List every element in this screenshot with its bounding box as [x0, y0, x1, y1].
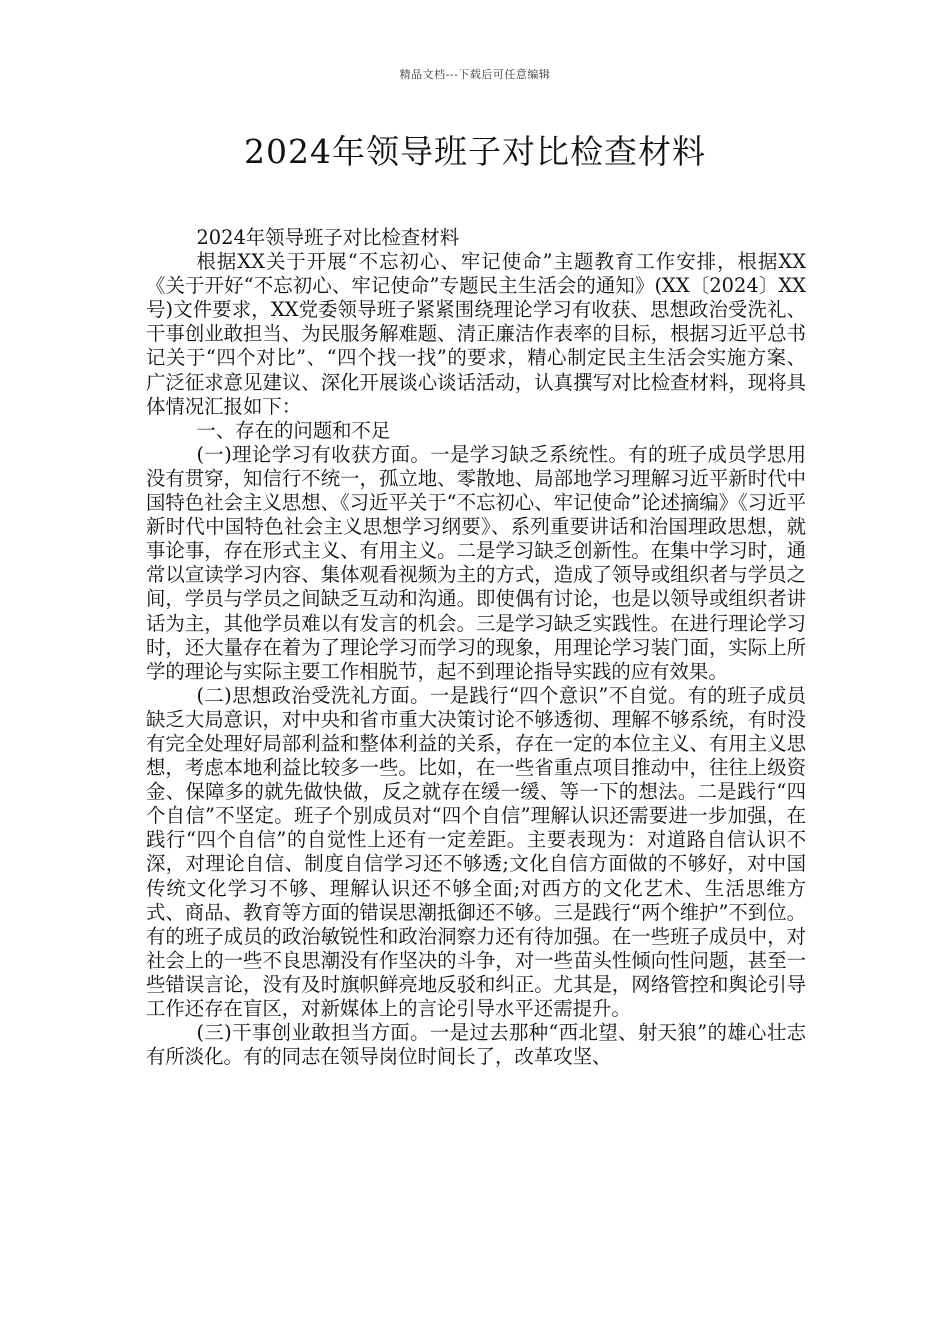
- body-paragraph-intro: 根据XX关于开展“不忘初心、牢记使命”主题教育工作安排，根据XX《关于开好“不忘初心、牢记使命”专题民主生活会的通知》(XX〔2024〕XX号)文件要求，XX党委领导班子紧紧围绕理论学习有收获、思想政治受洗礼、干事创业敢担当、为民服务解难题、清正廉洁作表率的目标，根据习近平总书记关于“四个对比”、“四个找一找”的要求，精心制定民主生活会实施方案、广泛征求意见建议、深化开展谈心谈话活动，认真撰写对比检查材料，现将具体情况汇报如下：: [146, 250, 806, 418]
- document-title: 2024年领导班子对比检查材料: [244, 132, 706, 171]
- body-subtitle: 2024年领导班子对比检查材料: [196, 226, 460, 249]
- body-paragraph-responsibility: (三)干事创业敢担当方面。一是过去那种“西北望、射天狼”的雄心壮志有所淡化。有的同志在领导岗位时间长了，改革攻坚、: [146, 1021, 806, 1069]
- header-note: 精品文档---下载后可任意编辑: [399, 68, 551, 81]
- document-body: [146, 226, 806, 1069]
- body-paragraph-politics: (二)思想政治受洗礼方面。一是践行“四个意识”不自觉。有的班子成员缺乏大局意识，对中央和省市重大决策讨论不够透彻、理解不够系统，有时没有完全处理好局部利益和整体利益的关系，存在一定的本位主义、有用主义思想，考虑本地利益比较多一些。比如，在一些省重点项目推动中，往往上级资金、保障多的就先做快做，反之就存在缓一缓、等一下的想法。二是践行“四个自信”不坚定。班子个别成员对“四个自信”理解认识还需要进一步加强，在践行“四个自信”的自觉性上还有一定差距。主要表现为：对道路自信认识不深，对理论自信、制度自信学习还不够透;文化自信方面做的不够好，对中国传统文化学习不够、理解认识还不够全面;对西方的文化艺术、生活思维方式、商品、教育等方面的错误思潮抵御还不够。三是践行“两个维护”不到位。有的班子成员的政治敏锐性和政治洞察力还有待加强。在一些班子成员中，对社会上的一些不良思潮没有作坚决的斗争，对一些苗头性倾向性问题，甚至一些错误言论，没有及时旗帜鲜亮地反驳和纠正。尤其是，网络管控和舆论引导工作还存在盲区，对新媒体上的言论引导水平还需提升。: [146, 683, 806, 1020]
- body-paragraph-theory: (一)理论学习有收获方面。一是学习缺乏系统性。有的班子成员学思用没有贯穿，知信行不统一，孤立地、零散地、局部地学习理解习近平新时代中国特色社会主义思想、《习近平关于“不忘初心、牢记使命”论述摘编》《习近平新时代中国特色社会主义思想学习纲要》、系列重要讲话和治国理政思想，就事论事，存在形式主义、有用主义。二是学习缺乏创新性。在集中学习时，通常以宣读学习内容、集体观看视频为主的方式，造成了领导或组织者与学员之间，学员与学员之间缺乏互动和沟通。即使偶有讨论，也是以领导或组织者讲话为主，其他学员难以有发言的机会。三是学习缺乏实践性。在进行理论学习时，还大量存在着为了理论学习而学习的现象，用理论学习装门面，实际上所学的理论与实际主要工作相脱节，起不到理论指导实践的应有效果。: [146, 442, 806, 683]
- section-heading-problems: 一、存在的问题和不足: [196, 418, 391, 442]
